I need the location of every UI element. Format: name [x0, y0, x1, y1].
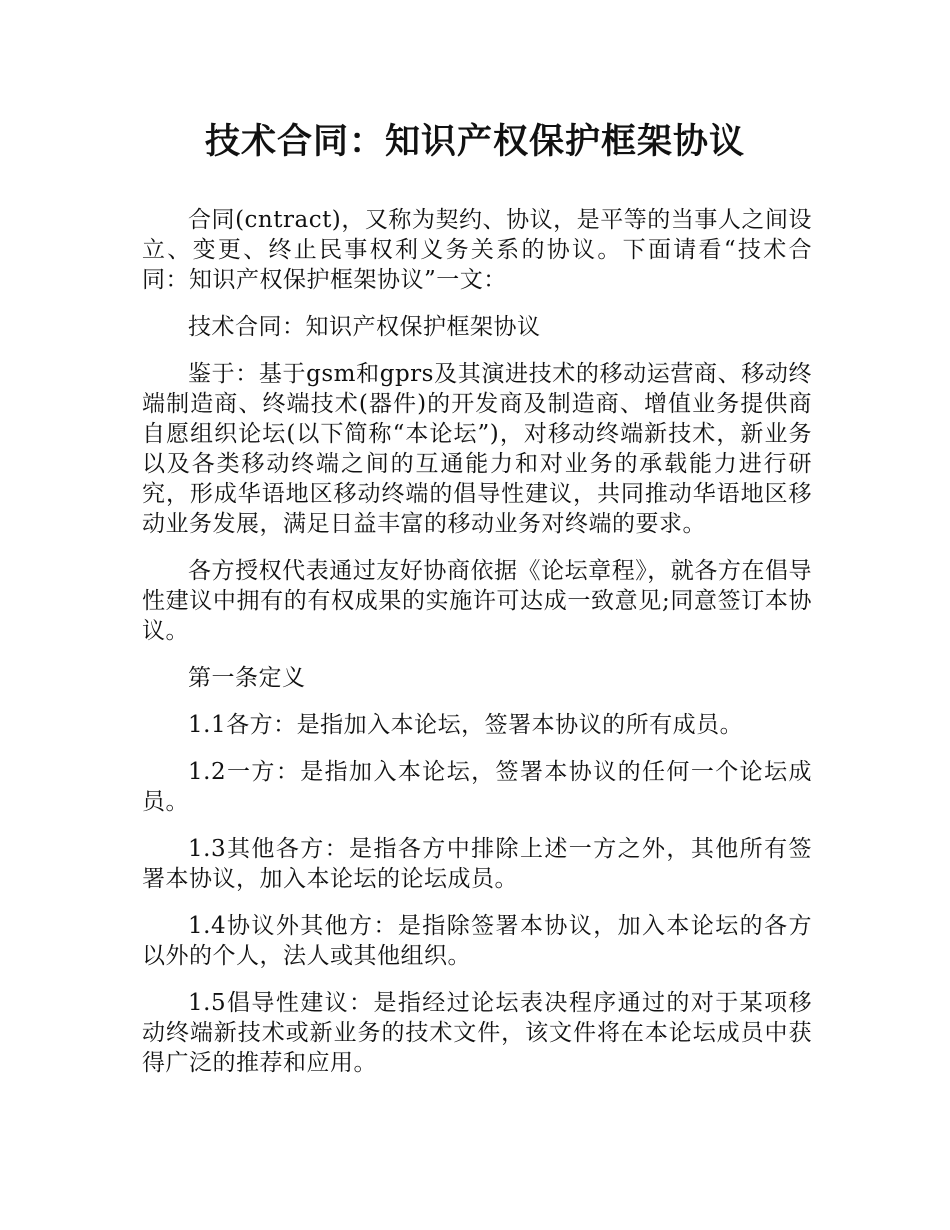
document-body	[142, 205, 812, 1095]
paragraph-intro: 合同(cntract)，又称为契约、协议，是平等的当事人之间设立、变更、终止民事权利义务关系的协议。下面请看“技术合同：知识产权保护框架协议”一文：	[142, 207, 812, 293]
clause-1-4: 1.4协议外其他方：是指除签署本协议，加入本论坛的各方以外的个人，法人或其他组织。	[142, 913, 812, 969]
clause-1-3: 1.3其他各方：是指各方中排除上述一方之外，其他所有签署本协议，加入本论坛的论坛成员。	[142, 836, 812, 892]
document-title: 技术合同：知识产权保护框架协议	[204, 122, 745, 162]
paragraph-heading: 技术合同：知识产权保护框架协议	[188, 314, 541, 340]
paragraph-agreement: 各方授权代表通过友好协商依据《论坛章程》，就各方在倡导性建议中拥有的有权成果的实施许可达成一致意见;同意签订本协议。	[142, 558, 812, 644]
section-heading-definitions: 第一条定义	[188, 665, 306, 691]
paragraph-whereas: 鉴于：基于gsm和gprs及其演进技术的移动运营商、移动终端制造商、终端技术(器件)的开发商及制造商、增值业务提供商自愿组织论坛(以下简称“本论坛”)，对移动终端新技术，新业务以及各类移动终端之间的互通能力和对业务的承载能力进行研究，形成华语地区移动终端的倡导性建议，共同推动华语地区移动业务发展，满足日益丰富的移动业务对终端的要求。	[142, 361, 812, 537]
clause-1-1: 1.1各方：是指加入本论坛，签署本协议的所有成员。	[188, 712, 744, 738]
clause-1-2: 1.2一方：是指加入本论坛，签署本协议的任何一个论坛成员。	[142, 759, 812, 815]
clause-1-5: 1.5倡导性建议：是指经过论坛表决程序通过的对于某项移动终端新技术或新业务的技术文件，该文件将在本论坛成员中获得广泛的推荐和应用。	[142, 990, 812, 1076]
